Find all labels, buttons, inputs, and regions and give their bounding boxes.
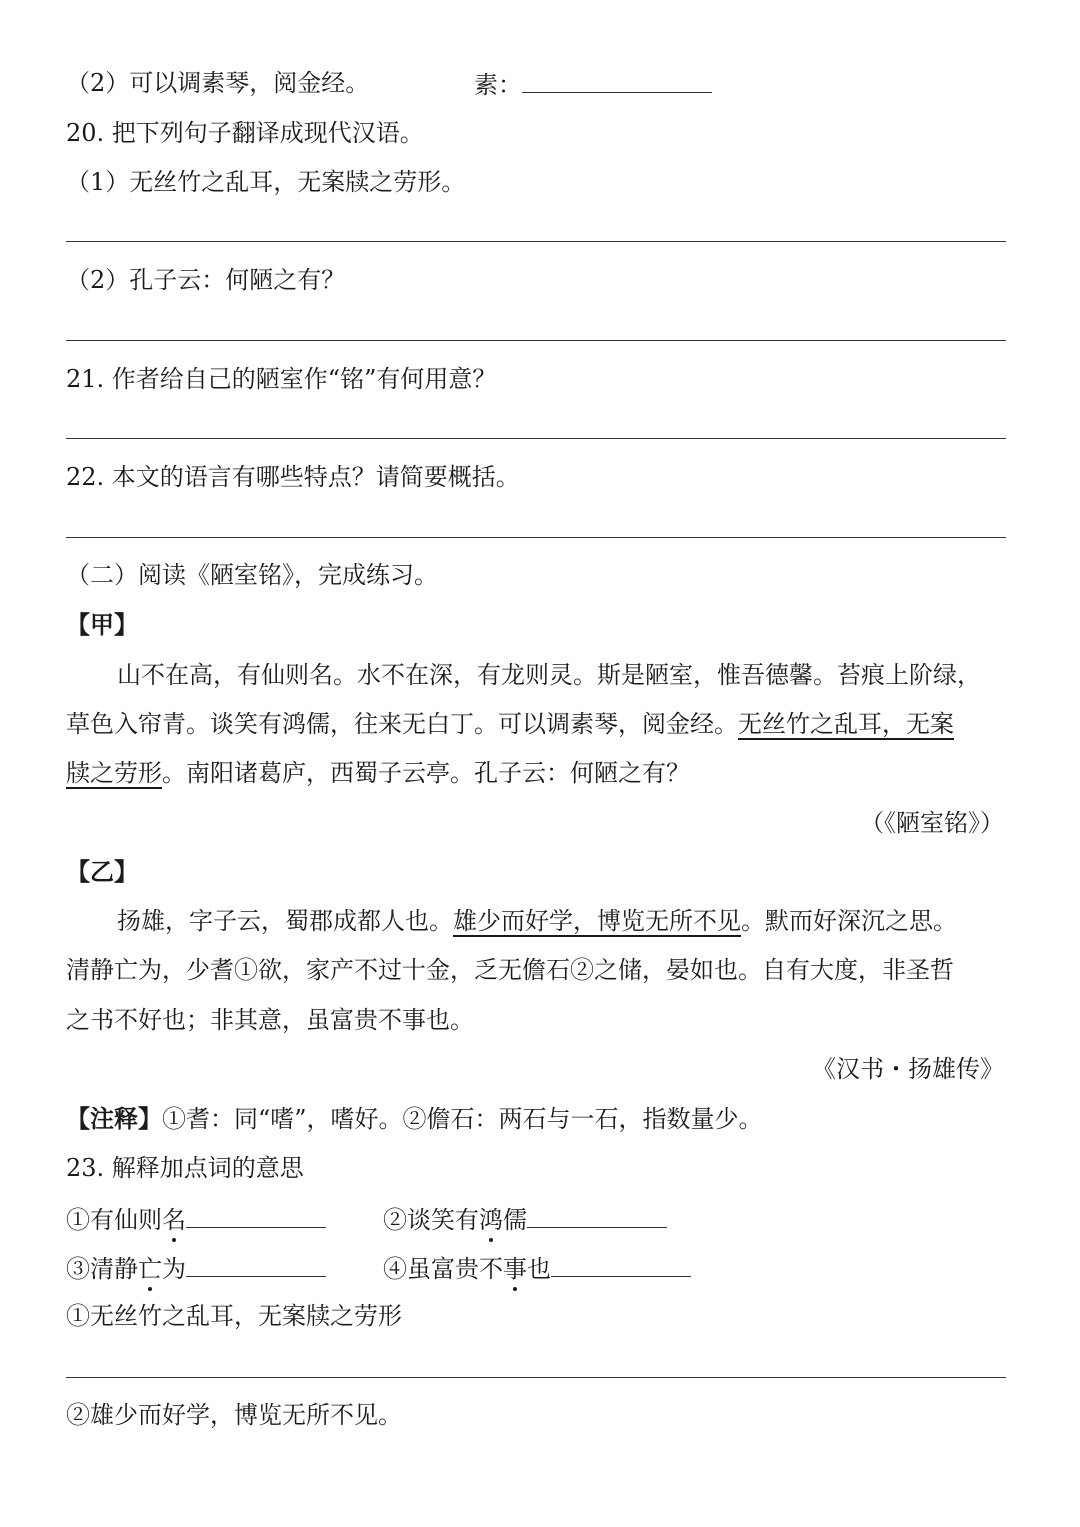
q24-item2: ②雄少而好学，博览无所不见。	[66, 1401, 402, 1429]
notes	[66, 1102, 763, 1136]
q23-item-a	[66, 1201, 326, 1237]
answer-line[interactable]	[66, 438, 1006, 439]
passage-jia-line3-text: 。南阳诸葛庐，西蜀子云亭。孔子云：何陋之有？	[162, 759, 690, 787]
q23-item-b-text-post: 儒	[503, 1206, 527, 1234]
answer-line[interactable]	[66, 1377, 1006, 1378]
dotted-word: 事	[503, 1255, 527, 1283]
q23-item-d-text-post: 也	[527, 1255, 551, 1283]
q22-title: 22. 本文的语言有哪些特点？请简要概括。	[66, 463, 520, 491]
passage-yi-line1	[117, 904, 957, 938]
dotted-word: 鸿	[479, 1206, 503, 1234]
q23-item-c	[66, 1250, 326, 1286]
q19-item2-text: （2）可以调素琴，阅金经。	[66, 69, 370, 97]
q20-item2: （2）孔子云：何陋之有？	[66, 266, 346, 294]
passage-yi-line3: 之书不好也；非其意，虽富贵不事也。	[66, 1006, 474, 1034]
q23-item-c-text: ③清静	[66, 1255, 138, 1283]
q23-title: 23. 解释加点词的意思	[66, 1154, 304, 1182]
q23-item-b-text: ②谈笑有	[383, 1206, 479, 1234]
q23-item-b	[383, 1201, 667, 1237]
q21-title: 21. 作者给自己的陋室作“铭”有何用意？	[66, 365, 497, 393]
q20-item1: （1）无丝竹之乱耳，无案牍之劳形。	[66, 168, 466, 196]
q19-item2	[66, 66, 369, 100]
dotted-word: 亡	[138, 1255, 162, 1283]
answer-line[interactable]	[66, 241, 1006, 242]
q23-item-d-text: ④虽富贵不	[383, 1255, 503, 1283]
q24-item1: ①无丝竹之乱耳，无案牍之劳形	[66, 1302, 402, 1330]
passage-yi-line1-text-a: 扬雄，字子云，蜀郡成都人也。	[117, 907, 453, 935]
answer-blank[interactable]	[522, 66, 712, 93]
answer-blank[interactable]	[186, 1250, 326, 1277]
answer-blank[interactable]	[527, 1201, 667, 1228]
passage-yi-source: 《汉书・扬雄传》	[812, 1055, 1004, 1083]
passage-yi-line2: 清静亡为，少耆①欲，家产不过十金，乏无儋石②之储，晏如也。自有大度，非圣哲	[66, 956, 954, 984]
section2-heading: （二）阅读《陋室铭》，完成练习。	[66, 561, 438, 589]
underlined-sentence: 无丝竹之乱耳，无案	[738, 710, 954, 738]
underlined-sentence: 牍之劳形	[66, 759, 162, 787]
answer-line[interactable]	[66, 340, 1006, 341]
dotted-word: 名	[162, 1206, 186, 1234]
passage-yi-label: 【乙】	[66, 857, 138, 886]
notes-label: 【注释】	[66, 1104, 162, 1133]
q23-item-a-text: ①有仙则	[66, 1206, 162, 1234]
passage-yi-line1-text-b: 。默而好深沉之思。	[741, 907, 957, 935]
q19-item2-answer	[474, 66, 712, 102]
answer-line[interactable]	[66, 537, 1006, 538]
q23-item-d	[383, 1250, 691, 1286]
underlined-sentence: 雄少而好学，博览无所不见	[453, 907, 741, 935]
answer-blank[interactable]	[551, 1250, 691, 1277]
q23-item-c-text-post: 为	[162, 1255, 186, 1283]
passage-jia-source: （《陋室铭》）	[860, 809, 1004, 837]
answer-blank[interactable]	[186, 1201, 326, 1228]
passage-jia-label: 【甲】	[66, 610, 138, 639]
q20-title: 20. 把下列句子翻译成现代汉语。	[66, 119, 424, 147]
passage-jia-line2-text: 草色入帘青。谈笑有鸿儒，往来无白丁。可以调素琴，阅金经。	[66, 710, 738, 738]
passage-jia-line1: 山不在高，有仙则名。水不在深，有龙则灵。斯是陋室，惟吾德馨。苔痕上阶绿，	[117, 661, 981, 689]
passage-jia-line2	[66, 707, 954, 741]
q19-item2-word: 素：	[474, 71, 522, 99]
passage-jia-line3	[66, 756, 690, 790]
notes-text: ①耆：同“嗜”，嗜好。②儋石：两石与一石，指数量少。	[162, 1105, 763, 1133]
